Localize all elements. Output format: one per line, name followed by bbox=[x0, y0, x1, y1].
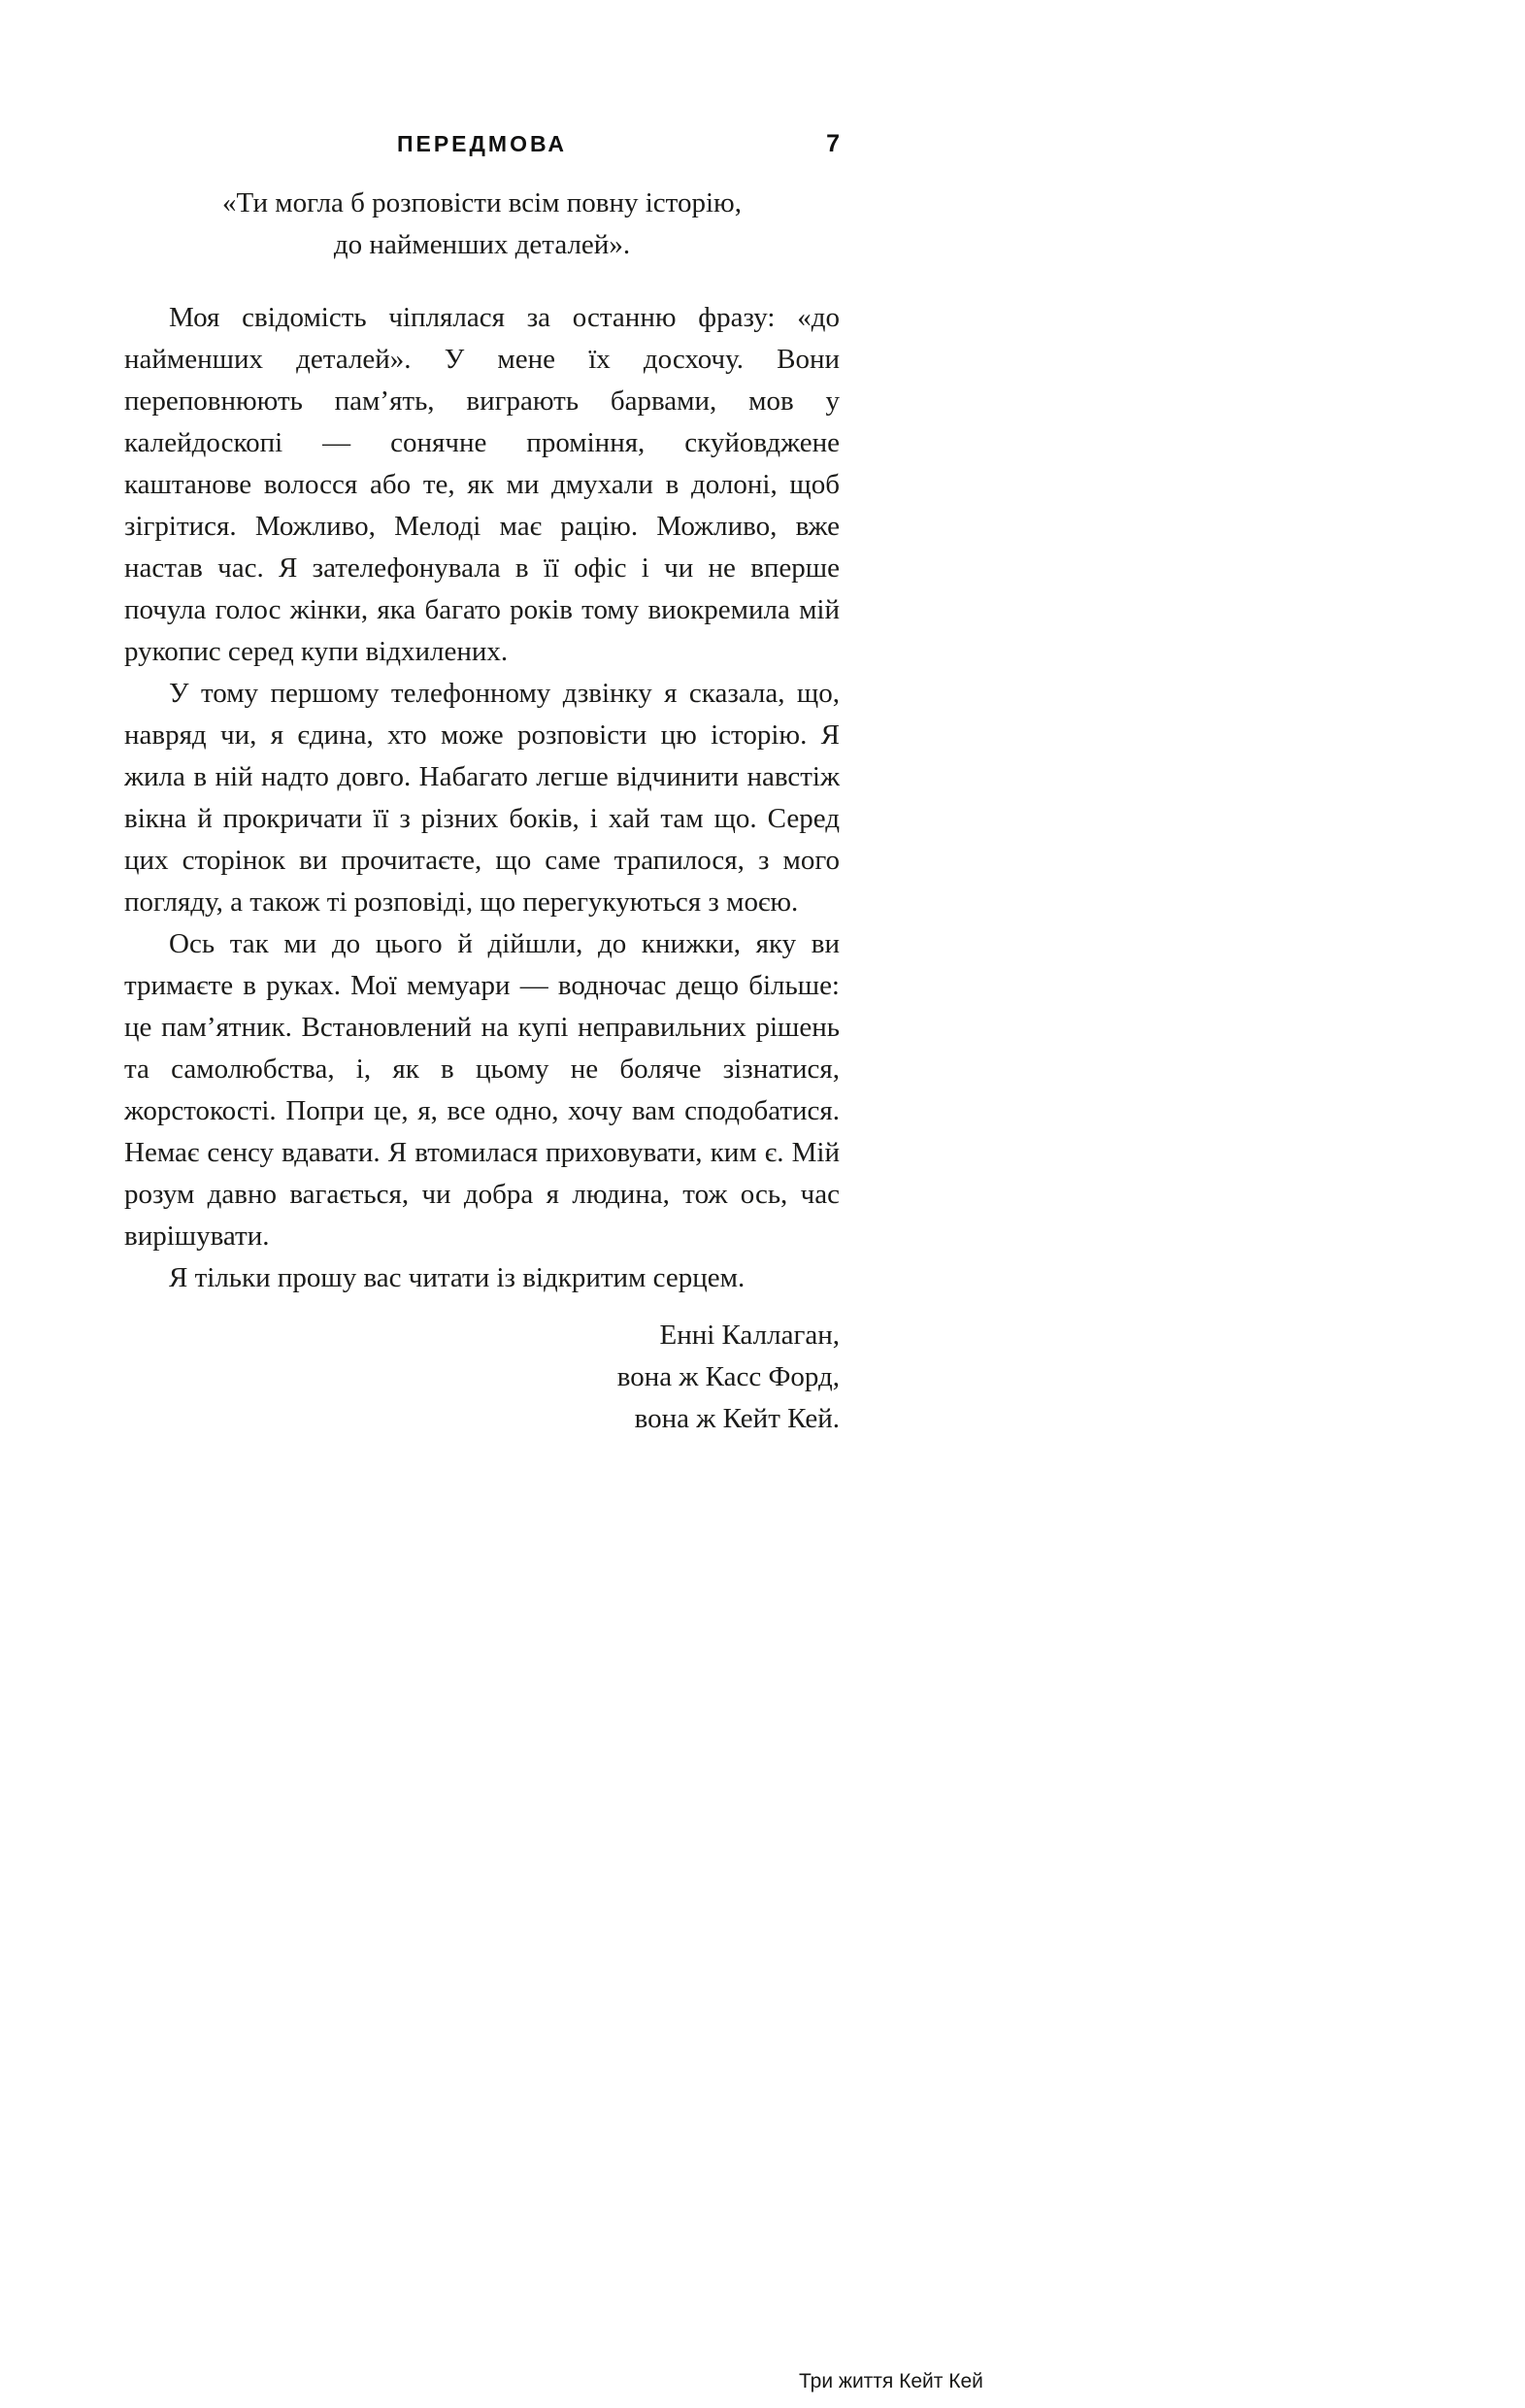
signature-line-2: вона ж Касс Форд, bbox=[616, 1361, 840, 1392]
signature-line-3: вона ж Кейт Кей. bbox=[634, 1403, 840, 1434]
epigraph-line-2: до найменших деталей». bbox=[333, 229, 631, 260]
running-head: ПЕРЕДМОВА bbox=[396, 131, 568, 156]
body-text bbox=[124, 297, 840, 1299]
epigraph-line-1: «Ти могла б розповісти всім повну історію, bbox=[222, 187, 742, 218]
text-column bbox=[124, 130, 840, 1440]
paragraph: Я тільки прошу вас читати із відкритим серцем. bbox=[169, 1262, 746, 1293]
page-number: 7 bbox=[826, 130, 840, 157]
paragraph: Ось так ми до цього й дійшли, до книжки, яку ви тримаєте в руках. Мої мемуари — водночас дещо більше: це пам’ятник. Встановлений на купі неправильних рішень та самолюбства, і, як в цьому не боляче зізнатися, жорстокості. Попри це, я, все одно, хочу вам сподобатися. Немає сенсу вдавати. Я втомилася приховувати, ким є. Мій розум давно вагається, чи добра я людина, тож ось, час вирішувати. bbox=[124, 928, 840, 1252]
signature-block bbox=[124, 1315, 840, 1440]
epigraph bbox=[124, 183, 840, 266]
paragraph: У тому першому телефонному дзвінку я сказала, що, навряд чи, я єдина, хто може розповісти цю історію. Я жила в ній надто довго. Набагато легше відчинити навстіж вікна й прокричати її з різних боків, і хай там що. Серед цих сторінок ви прочитаєте, що саме трапилося, з мого погляду, а також ті розповіді, що перегукуються з моєю. bbox=[124, 678, 840, 918]
page-header bbox=[124, 130, 840, 159]
signature-line-1: Енні Каллаган, bbox=[659, 1320, 840, 1351]
footer-watermark: Три життя Кейт Кей bbox=[799, 2370, 983, 2392]
paragraph: Моя свідомість чіплялася за останню фразу: «до найменших деталей». У мене їх досхочу. Вони переповнюють пам’ять, виграють барвами, мов у калейдоскопі — сонячне проміння, скуйовджене каштанове волосся або те, як ми дмухали в долоні, щоб зігрітися. Можливо, Мелоді має рацію. Можливо, вже настав час. Я зателефонувала в її офіс і чи не вперше почула голос жінки, яка багато років тому виокремила мій рукопис серед купи відхилених. bbox=[124, 302, 840, 667]
